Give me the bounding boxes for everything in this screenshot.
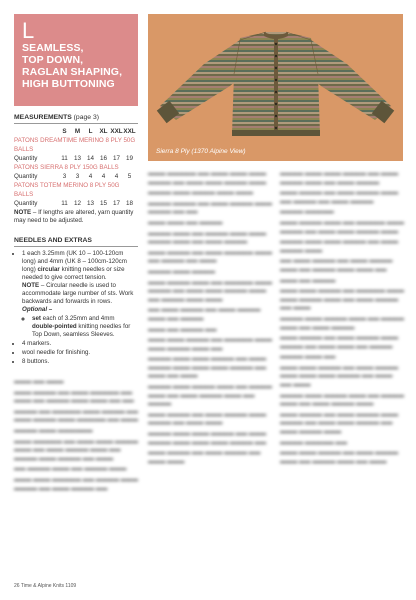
divider (14, 123, 138, 124)
pattern-title-line: SEAMLESS, (22, 42, 84, 54)
list-item: ◦ set each of 3.25mm and 4mm double-pointed knitting needles for Top Down, seamless Sleeves. (32, 315, 138, 339)
quantity-row (14, 154, 138, 163)
size-label: L (88, 128, 93, 135)
quantity-value: 11 (61, 155, 68, 162)
quantity-value: 15 (99, 200, 107, 207)
quantity-label: Quantity (14, 200, 38, 207)
quantity-row (14, 172, 138, 181)
pattern-title-line: TOP DOWN, (22, 54, 84, 66)
quantity-value: 18 (125, 200, 133, 207)
needles-note-label: NOTE (22, 282, 40, 289)
divider (14, 246, 138, 247)
pattern-title-line: HIGH BUTTONING (22, 78, 115, 90)
list-item: • wool needle for finishing. (22, 349, 138, 357)
quantity-row (14, 199, 138, 208)
size-label: XXL (123, 128, 136, 135)
list-item: • 8 buttons. (22, 358, 138, 366)
note-text: – If lengths are altered, yarn quantity may need to be adjusted. (14, 209, 134, 224)
needles-list (14, 250, 138, 366)
blurred-text-right: ▬▬▬▬ ▬▬▬ ▬▬▬ ▬▬▬▬ ▬▬ ▬▬▬ ▬▬▬▬ ▬▬▬ ▬▬ ▬▬▬ ▬▬▬▬ ▬▬▬ ▬▬▬▬ ▬▬ ▬▬▬ ▬▬▬▬ ▬▬▬ ▬▬ ▬▬▬▬ ▬▬ ▬▬▬ ▬▬▬▬ ▬▬▬▬ ▬▬▬▬▬ ▬▬▬ ▬▬▬▬ ▬▬▬ ▬▬ ▬▬▬▬▬ ▬▬▬ ▬▬▬▬ ▬▬ ▬▬▬ ▬▬▬ ▬▬▬▬ ▬▬▬ ▬▬▬▬ ▬▬▬ ▬▬▬ ▬▬▬▬ ▬▬ ▬▬▬ ▬▬▬▬ ▬▬▬ ▬▬ ▬▬▬ ▬▬▬▬ ▬▬ ▬▬▬ ▬▬▬▬ ▬▬▬ ▬▬ ▬▬▬▬ ▬▬▬ ▬▬▬ ▬▬ ▬▬▬ ▬▬ ▬▬▬▬ ▬▬▬ ▬▬▬ ▬▬▬▬ ▬▬ ▬▬▬▬▬ ▬▬▬ ▬▬▬ ▬▬▬▬ ▬▬▬ ▬▬ ▬▬▬ ▬▬▬▬ ▬▬ ▬▬▬ ▬▬▬▬ ▬▬▬ ▬▬▬▬ ▬▬▬ ▬▬ ▬▬▬▬ ▬▬▬ ▬▬ ▬▬▬ ▬▬▬▬ ▬▬▬ ▬▬▬▬ ▬▬ ▬▬▬ ▬▬▬▬ ▬▬▬ ▬▬▬▬ ▬▬ ▬▬▬ ▬▬▬ ▬▬ ▬▬▬▬ ▬▬▬▬ ▬▬▬ ▬▬ ▬▬▬ ▬▬▬ ▬▬▬▬ ▬▬ ▬▬▬ ▬▬▬▬ ▬▬▬ ▬▬▬ ▬▬▬ ▬▬▬▬ ▬▬ ▬▬▬ ▬▬ ▬▬▬ ▬▬▬▬ ▬▬▬ ▬▬▬▬ ▬▬▬ ▬▬ ▬▬▬▬ ▬▬▬ ▬▬ ▬▬▬ ▬▬▬▬ ▬▬▬ ▬▬▬ ▬▬▬▬ ▬▬ ▬▬▬ ▬▬▬▬ ▬▬▬ ▬▬▬▬ ▬▬ ▬▬▬ ▬▬▬ ▬▬▬▬ ▬▬ ▬▬▬ ▬▬▬▬ ▬▬▬ ▬▬▬▬ ▬▬▬▬▬ ▬▬ ▬▬▬ ▬▬▬ ▬▬▬▬ ▬▬ ▬▬▬ ▬▬▬▬ ▬▬▬ ▬▬ ▬▬▬▬ ▬▬▬ ▬▬ ▬▬▬ (280, 171, 404, 465)
optional-list (22, 315, 138, 339)
quantity-value: 13 (73, 155, 81, 162)
yarn-name: PATONS SIERRA 8 PLY 150G BALLS (14, 164, 119, 171)
size-label: M (74, 128, 81, 135)
yarn-name: PATONS DREAMTIME MERINO 8 PLY 50G BALLS (14, 137, 136, 153)
cardigan-illustration (148, 14, 403, 161)
quantity-value: 11 (61, 200, 68, 207)
quantity-value: 3 (62, 173, 67, 180)
pattern-title-box (14, 14, 138, 106)
quantity-value: 17 (112, 155, 120, 162)
yarn-note (14, 209, 138, 225)
measurements-heading (14, 114, 138, 121)
blurred-text-left: ▬▬▬ ▬▬ ▬▬▬ ▬▬▬ ▬▬▬▬ ▬▬ ▬▬▬ ▬▬▬▬▬ ▬▬ ▬▬▬ ▬▬ ▬▬▬▬ ▬▬▬ ▬▬▬ ▬▬ ▬▬ ▬▬▬▬ ▬▬ ▬▬▬▬▬ ▬▬▬ ▬▬▬▬ ▬▬ ▬▬▬ ▬▬▬▬ ▬▬▬ ▬▬▬▬▬ ▬▬ ▬▬▬ ▬▬▬▬ ▬▬▬ ▬▬▬▬▬▬ ▬▬▬ ▬▬▬▬▬ ▬▬ ▬▬▬ ▬▬▬ ▬▬▬▬ ▬▬▬ ▬▬ ▬▬▬ ▬▬▬▬ ▬▬▬ ▬▬ ▬▬▬▬ ▬▬▬ ▬▬▬▬ ▬▬ ▬▬▬ ▬▬ ▬▬▬▬ ▬▬▬ ▬▬ ▬▬▬▬ ▬▬▬ ▬▬▬ ▬▬▬ ▬▬▬▬▬ ▬▬ ▬▬▬▬ ▬▬▬ ▬▬▬▬ ▬▬ ▬▬▬ ▬▬▬▬ ▬▬ (14, 379, 138, 492)
materials-column (14, 114, 138, 367)
list-item: • 1 each 3.25mm (UK 10 – 100-120cm long) and 4mm (UK 8 – 100cm-120cm long) circular knitting needles or size needed to give correct tension. NOTE – Circular needle is used to accommodate large number of sts. Work backwards and forwards in rows. Optional – ◦ set each of 3.25mm and 4mm double-pointed knitting needles for Top Down, seamless Sleeves. (22, 250, 138, 339)
quantity-value: 19 (125, 155, 133, 162)
quantity-value: 4 (88, 173, 93, 180)
photo-caption: Sierra 8 Ply (1370 Alpine View) (156, 148, 246, 155)
measurements-page-ref: (page 3) (73, 114, 99, 121)
quantity-value: 4 (114, 173, 119, 180)
optional-label: Optional – (22, 306, 53, 313)
list-item: • 4 markers. (22, 340, 138, 348)
quantity-value: 14 (86, 155, 94, 162)
blurred-text-middle: ▬▬▬ ▬▬▬▬▬ ▬▬ ▬▬▬ ▬▬▬ ▬▬▬ ▬▬▬▬ ▬▬ ▬▬▬ ▬▬▬ ▬▬▬▬ ▬▬▬ ▬▬▬▬ ▬▬▬ ▬▬▬▬ ▬▬▬ ▬▬▬ ▬▬▬▬ ▬▬▬▬ ▬▬ ▬▬▬ ▬▬▬▬ ▬▬▬ ▬▬▬▬ ▬▬ ▬▬ ▬▬▬ ▬▬▬ ▬▬ ▬▬▬▬ ▬▬▬▬ ▬▬▬ ▬▬ ▬▬▬▬ ▬▬▬ ▬▬▬ ▬▬▬▬ ▬▬▬ ▬▬ ▬▬▬ ▬▬▬▬ ▬▬▬ ▬▬▬▬ ▬▬ ▬▬▬ ▬▬▬▬▬ ▬▬▬ ▬▬ ▬▬▬▬ ▬▬ ▬▬▬ ▬▬▬▬ ▬▬▬ ▬▬▬▬ ▬▬▬ ▬▬▬▬ ▬▬▬ ▬▬ ▬▬▬▬▬ ▬▬▬ ▬▬▬▬ ▬▬ ▬▬▬ ▬▬▬ ▬▬▬▬ ▬▬▬ ▬▬ ▬▬▬▬ ▬▬▬ ▬▬▬ ▬▬ ▬▬▬ ▬▬▬▬ ▬▬ ▬▬▬ ▬▬▬▬ ▬▬▬ ▬▬ ▬▬▬▬ ▬▬▬ ▬▬ ▬▬▬▬ ▬▬ ▬▬▬ ▬▬▬ ▬▬▬▬ ▬▬ ▬▬▬▬▬ ▬▬▬ ▬▬▬ ▬▬▬▬ ▬▬▬ ▬▬ ▬▬▬▬ ▬▬▬ ▬▬▬ ▬▬▬▬ ▬▬ ▬▬▬ ▬▬▬▬ ▬▬▬ ▬▬▬ ▬▬▬ ▬▬▬▬ ▬▬ ▬▬▬ ▬▬ ▬▬▬ ▬▬▬▬ ▬▬▬ ▬▬▬▬ ▬▬▬ ▬▬ ▬▬▬▬ ▬▬▬ ▬▬ ▬▬▬ ▬▬▬▬ ▬▬▬ ▬▬ ▬▬▬▬ ▬▬▬ ▬▬▬▬ ▬▬ ▬▬▬ ▬▬▬▬ ▬▬▬ ▬▬▬▬ ▬▬ ▬▬▬ ▬▬▬ ▬▬▬▬ ▬▬▬ ▬▬▬ ▬▬▬▬ ▬▬ ▬▬▬ ▬▬▬▬ ▬▬▬ ▬▬▬ ▬▬▬ ▬▬▬▬ ▬▬ ▬▬▬ ▬▬▬▬ ▬▬ ▬▬▬ ▬▬▬▬ ▬▬ ▬▬▬ ▬▬▬ (148, 171, 272, 465)
size-label: XXL (110, 128, 123, 135)
page-footer: 26 Time & Alpine Knits 1109 (14, 583, 77, 589)
quantity-value: 13 (86, 200, 94, 207)
pattern-title-line: RAGLAN SHAPING, (22, 66, 123, 78)
needles-note: – Circular needle is used to accommodate large number of sts. Work backwards and forwards in rows. (22, 282, 134, 305)
quantity-label: Quantity (14, 173, 38, 180)
quantity-value: 5 (127, 173, 132, 180)
measurements-title: MEASUREMENTS (14, 114, 72, 121)
quantity-value: 12 (73, 200, 81, 207)
quantity-value: 16 (99, 155, 107, 162)
size-label: S (62, 128, 67, 135)
yarn-name: PATONS TOTEM MERINO 8 PLY 50G BALLS (14, 182, 120, 198)
needles-heading: NEEDLES AND EXTRAS (14, 237, 92, 244)
size-label: XL (99, 128, 108, 135)
sizes-row (14, 127, 138, 136)
quantity-value: 17 (112, 200, 120, 207)
quantity-label: Quantity (14, 155, 38, 162)
quantity-value: 3 (75, 173, 80, 180)
pattern-letter: L (22, 18, 35, 43)
note-label: NOTE (14, 209, 32, 216)
cardigan-photo (148, 14, 403, 161)
quantity-value: 4 (101, 173, 106, 180)
